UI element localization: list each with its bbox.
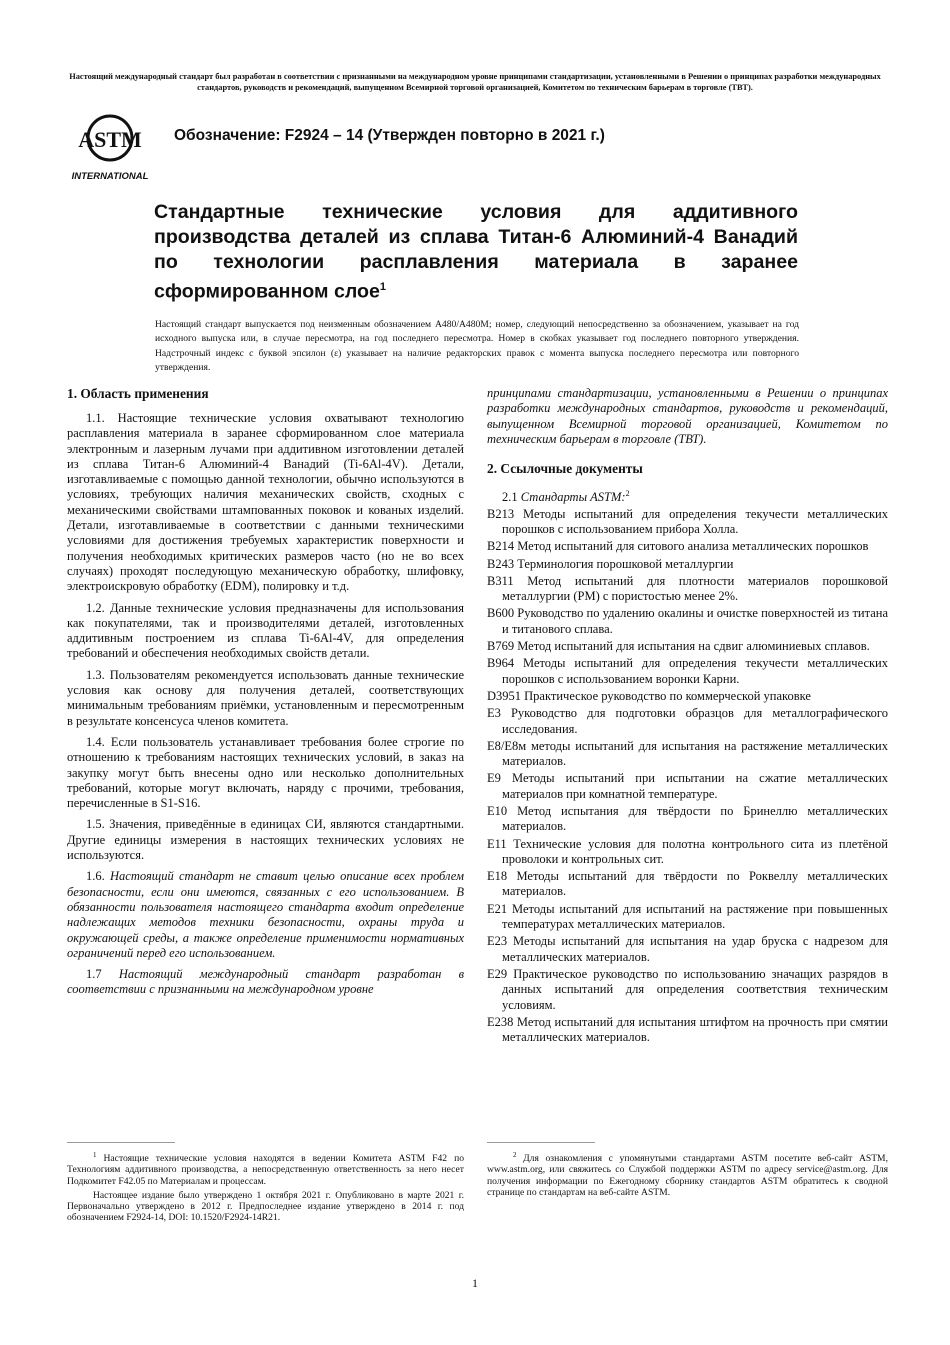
intro-note: Настоящий стандарт выпускается под неизменным обозначением A480/A480M; номер, следующий непосредственно за обозначением, указывает на год исходного выпуска или, в случае пересмотра, на год последнего пересмотра. Номер в скобках указывает год последнего повторного утверждения. Надстрочный индекс с буквой эпсилон (ε) указывает на наличие редакторских правок с момента выпуска последнего пересмотра или повторного утверждения. (155, 319, 799, 373)
subsection-2-1-footnote-mark: 2 (625, 489, 630, 499)
reference-item: B213 Методы испытаний для определения текучести металлических порошков с использованием прибора Холла. (487, 506, 888, 536)
footnote-1-mark: 1 (93, 1151, 97, 1159)
footnote-divider-right (487, 1142, 595, 1143)
reference-item: B311 Метод испытаний для плотности материалов порошковой металлургии (PM) с пористостью менее 2%. (487, 573, 888, 604)
reference-item: E10 Метод испытания для твёрдости по Бринеллю металлических материалов. (487, 803, 888, 834)
paragraph-1-7-text-a: Настоящий международный стандарт разработан в соответствии с признанными на международном уровне (67, 967, 464, 997)
paragraph-1-6-number: 1.6. (86, 869, 105, 884)
astm-logo (66, 112, 158, 184)
reference-item: D3951 Практическое руководство по коммерческой упаковке (487, 688, 811, 703)
title-text: Стандартные технические условия для аддитивного производства деталей из сплава Титан-6 Алюминий-4 Ванадий по технологии расплавления материала в заранее сформированном слое (154, 201, 798, 303)
footnote-divider-left (67, 1142, 175, 1143)
astm-logo-icon (66, 112, 158, 184)
footnote-2-text: Для ознакомления с упомянутыми стандартами ASTM посетите веб-сайт ASTM, www.astm.org, или свяжитесь со Службой поддержки ASTM по адресу service@astm.org. Для получения информации по Ежегодному сборнику стандартов ASTM обратитесь к сводной странице по стандартам на веб-сайте ASTM. (487, 1153, 888, 1198)
reference-item: E21 Методы испытаний для испытаний на растяжение при повышенных температурах металлических материалов. (487, 901, 888, 932)
reference-item: B243 Терминология порошковой металлургии (487, 556, 734, 571)
reference-item: B769 Метод испытаний для испытания на сдвиг алюминиевых сплавов. (487, 639, 870, 654)
footnote-1-text-2: Настоящее издание было утверждено 1 октября 2021 г. Опубликовано в марте 2021 г. Первоначально утверждено в 2012 г. Предпоследнее издание утверждено в 2014 г. под обозначением F2924-14, DOI: 10.1520/F2924-14R21. (67, 1189, 464, 1224)
title-footnote-mark: 1 (379, 281, 387, 293)
reference-list (487, 507, 888, 1046)
right-column (487, 386, 888, 1047)
reference-item: E238 Метод испытаний для испытания штифтом на прочность при смятии металлических материалов. (487, 1014, 888, 1045)
international-standard-notice: Настоящий международный стандарт был разработан в соответствии с признанными на международном уровне принципами стандартизации, установленными в Решении о принципах разработки международных стандартов, руководств и рекомендаций, выпущенном Всемирной торговой организацией, Комитетом по техническим барьерам в торговле (ТВТ). (69, 72, 881, 92)
reference-item: B214 Метод испытаний для ситового анализа металлических порошков (487, 539, 869, 554)
paragraph-1-1: 1.1. Настоящие технические условия охватывают технологию расплавления материала в заранее сформированном слое материала электронным и лазерным лучами при аддитивном изготовлении деталей из сплава Титан-6 Алюминий-4 Ванадий (Ti-6Al-4V). Детали, изготавливаемые с помощью данной технологии, обычно используются в условиях, требующих наличия механических свойств, сходных с механическими свойствами штампованных поковок и кованых изделий. Детали, изготавливаемые в соответствии с данными техническими условиями для достижения требуемых характеристик поверхности и получения необходимых критических размеров часто (но не во всех случаях) проходят последующую механическую обработку, шлифовку, электроискровую обработку (EDM), полировку и т.д. (67, 411, 464, 594)
subsection-2-1-label: Стандарты ASTM: (520, 490, 626, 505)
footnote-1 (67, 1150, 464, 1223)
subsection-2-1 (502, 486, 888, 505)
paragraph-1-2: 1.2. Данные технические условия предназначены для использования как покупателями, так и производителями деталей, изготовленных аддитивным построением из сплава Ti-6Al-4V, для определения требований и обеспечения необходимых свойств детали. (67, 600, 464, 661)
page-number: 1 (472, 1276, 478, 1290)
reference-item: E23 Методы испытаний для испытания на удар бруска с надрезом для металлических материалов. (487, 934, 888, 964)
reference-item: E8/E8м методы испытаний для испытания на растяжение металлических материалов. (487, 738, 888, 769)
document-title (154, 200, 798, 305)
reference-item: E11 Технические условия для полотна контрольного сита из плетёной проволоки и контрольных сит. (487, 836, 888, 866)
reference-item: B600 Руководство по удалению окалины и очистке поверхностей из титана и титанового сплава. (487, 606, 888, 636)
footnote-1-text: Настоящие технические условия находятся в ведении Комитета ASTM F42 по Технологиям аддитивного производства, а непосредственную ответственность за него несет Подкомитет F42.05 по Материалам и процессам. (67, 1153, 464, 1187)
paragraph-1-4: 1.4. Если пользователь устанавливает требования более строгие по отношению к требованиям настоящих технических условий, в заказ на закупку могут быть внесены одно или несколько дополнительных требований, которые могут включать, наряду с прочими, требования, перечисленные в S1-S16. (67, 734, 464, 811)
logo-sub-text: INTERNATIONAL (71, 171, 149, 182)
standard-designation: Обозначение: F2924 – 14 (Утвержден повторно в 2021 г.) (174, 127, 605, 144)
paragraph-1-7-start (67, 967, 464, 998)
paragraph-1-6 (67, 869, 464, 961)
paragraph-1-6-text: Настоящий стандарт не ставит целью описание всех проблем безопасности, если они имеются, связанных с его использованием. В обязанности пользователя настоящего стандарта входит определение надлежащих методов техники безопасности, охраны труда и окружающей среды, а также определение применимости нормативных ограничений перед его использованием. (67, 869, 464, 960)
reference-item: E3 Руководство для подготовки образцов для металлографического исследования. (487, 706, 888, 736)
footnote-2 (487, 1150, 888, 1198)
reference-item: E18 Методы испытаний для твёрдости по Роквеллу металлических материалов. (487, 869, 888, 899)
logo-main-text: ASTM (78, 127, 142, 152)
subsection-2-1-number: 2.1 (502, 490, 518, 505)
reference-item: E9 Методы испытаний при испытании на сжатие металлических материалов при комнатной температуре. (487, 771, 888, 801)
paragraph-1-3: 1.3. Пользователям рекомендуется использовать данные технические условия как основу для получения деталей, соответствующих минимальным требованиям приёмки, установленным и пересмотренным в результате консенсуса членов комитета. (67, 667, 464, 728)
paragraph-1-5: 1.5. Значения, приведённые в единицах СИ, являются стандартными. Другие единицы измерения в настоящих технических условиях не используются. (67, 817, 464, 863)
footnote-2-mark: 2 (513, 1151, 517, 1159)
section-2-heading: 2. Ссылочные документы (487, 461, 643, 477)
paragraph-1-7-number: 1.7 (86, 967, 102, 982)
reference-item: B964 Методы испытаний для определения текучести металлических порошков с использованием воронки Карни. (487, 656, 888, 686)
section-1-heading: 1. Область применения (67, 386, 209, 401)
left-column (67, 386, 464, 1004)
reference-item: E29 Практическое руководство по использованию значащих разрядов в данных испытаний для определения соответствия техническим условиям. (487, 966, 888, 1012)
paragraph-1-7-continued: принципами стандартизации, установленными в Решении о принципах разработки международных стандартов, руководств и рекомендаций, выпущенном Всемирной торговой организацией, Комитетом по техническим барьерам в торговле (ТВТ). (487, 386, 888, 446)
